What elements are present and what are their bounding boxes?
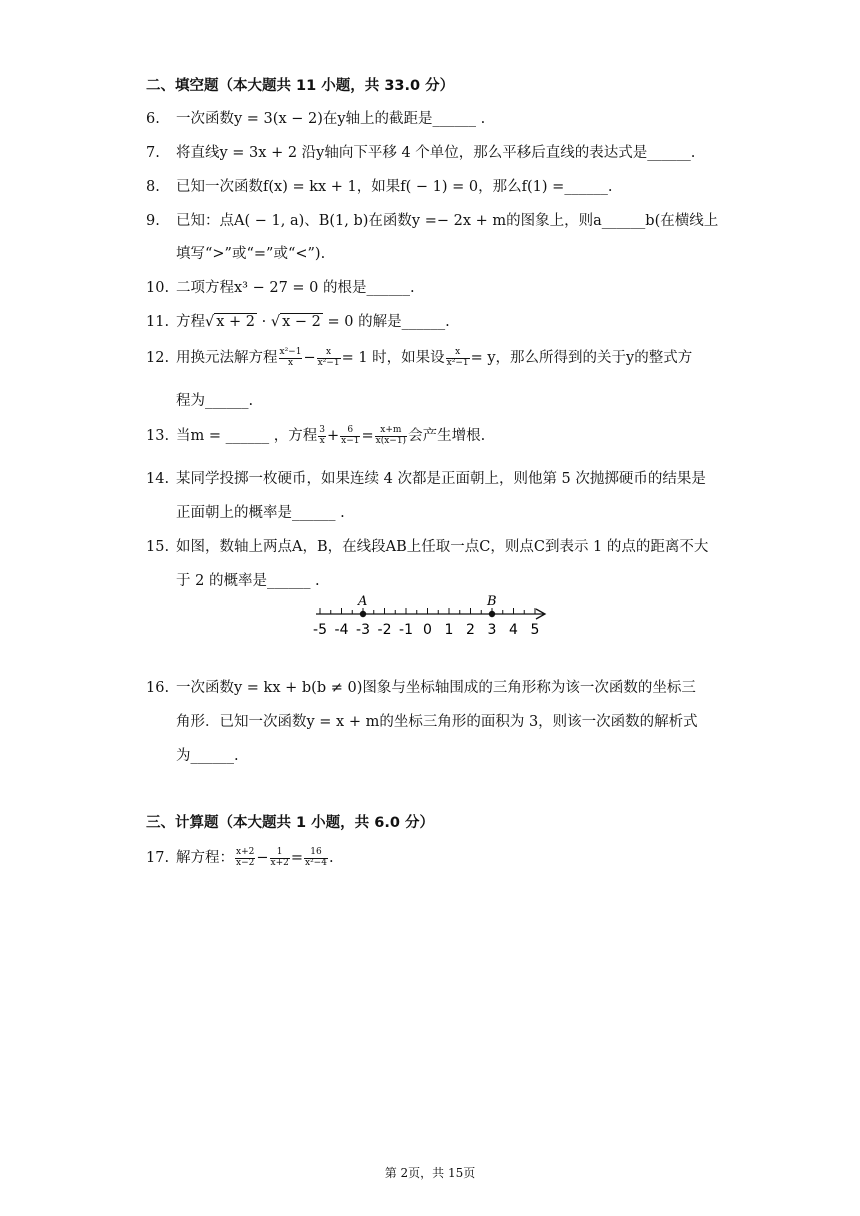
tick-label: -3 [356, 622, 370, 638]
question-number: 15. [146, 539, 170, 555]
numerator: 6 [340, 426, 360, 436]
dot-operator: · [261, 314, 267, 330]
question-text: 已知一次函数f(x) = kx + 1，如果f( − 1) = 0，那么f(1) =______. [176, 179, 613, 195]
fraction [318, 426, 326, 446]
question-number: 9. [146, 213, 160, 229]
question-text: 方程 [176, 314, 205, 330]
question-text: 某同学投掷一枚硬币，如果连续 4 次都是正面朝上，则他第 5 次抛掷硬币的结果是 [176, 471, 706, 487]
question-10 [146, 276, 415, 297]
question-7 [146, 141, 695, 162]
numerator: x²−1 [279, 347, 302, 358]
page-footer: 第 2页，共 15页 [384, 1166, 476, 1180]
operator: = [290, 850, 303, 866]
denominator: x−2 [236, 857, 255, 868]
number-line-ticks [313, 608, 539, 638]
section-3-header: 三、计算题（本大题共 1 小题，共 6.0 分） [146, 815, 434, 831]
question-15 [146, 535, 708, 556]
numerator: 16 [304, 848, 328, 858]
operator: + [326, 428, 340, 444]
question-number: 17. [146, 850, 170, 866]
tick-label: 3 [487, 622, 497, 638]
question-text: 用换元法解方程 [176, 350, 278, 366]
question-text: 一次函数y = 3(x − 2)在y轴上的截距是______ . [176, 111, 486, 127]
question-number: 14. [146, 471, 170, 487]
numerator: 1 [270, 848, 290, 858]
question-number: 8. [146, 179, 160, 195]
question-11: 11. 方程√ x + 2 · √ x − 2 = 0 的解是______. [146, 314, 450, 330]
fraction [304, 848, 328, 868]
question-text: 会产生增根. [408, 428, 486, 444]
question-text: 当m = ______ ，方程 [176, 428, 318, 444]
tick-label: -1 [399, 622, 413, 638]
question-15-continued: 于 2 的概率是______ . [176, 573, 320, 589]
denominator: x [319, 435, 325, 446]
point-b-label: B [487, 594, 497, 609]
question-number: 10. [146, 280, 170, 296]
question-12-continued: 程为______. [176, 393, 254, 409]
question-number: 6. [146, 111, 160, 127]
tick-label: 2 [466, 622, 475, 638]
question-text: = 1 时，如果设 [341, 350, 445, 366]
fraction [446, 348, 470, 368]
question-number: 12. [146, 350, 170, 366]
tick-label: -5 [313, 622, 327, 638]
tick-label: -2 [377, 622, 392, 638]
tick-label: 5 [530, 622, 540, 638]
question-number: 16. [146, 680, 170, 696]
question-text: 二项方程x³ − 27 = 0 的根是______. [176, 280, 415, 296]
fraction [279, 348, 303, 368]
question-text: 如图，数轴上两点A，B，在线段AB上任取一点C，则点C到表示 1 的点的距离不大 [176, 539, 709, 555]
question-16 [146, 676, 696, 697]
question-text: 已知：点A( − 1, a)、B(1, b)在函数y =− 2x + m的图象上，则a______b(在横线上 [176, 213, 719, 229]
question-text: 将直线y = 3x + 2 沿y轴向下平移 4 个单位，那么平移后直线的表达式是______. [176, 145, 696, 161]
radicand: x + 2 [216, 314, 256, 330]
question-text: 一次函数y = kx + b(b ≠ 0)图象与坐标轴围成的三角形称为该一次函数的坐标三 [176, 680, 696, 696]
point-a-label: A [358, 594, 368, 609]
operator: − [256, 850, 269, 866]
operator: − [303, 350, 316, 366]
fraction [340, 426, 360, 446]
question-9 [146, 209, 718, 230]
tick-label: 0 [423, 622, 432, 638]
fraction [317, 348, 341, 368]
numerator: x [446, 348, 470, 358]
denominator: x²−1 [446, 357, 469, 368]
number-line-figure [306, 590, 556, 640]
point-b-dot [489, 611, 495, 617]
question-17 [146, 846, 334, 868]
question-8 [146, 175, 612, 196]
tick-label: 4 [509, 622, 518, 638]
fraction [235, 848, 255, 868]
denominator: x²−1 [317, 357, 340, 368]
question-16-continued-2: 为______. [176, 748, 239, 764]
numerator: x [317, 348, 341, 358]
numerator: 3 [319, 425, 325, 436]
denominator: x−1 [341, 435, 360, 446]
question-text: = y，那么所得到的关于y的整式方 [470, 350, 693, 366]
question-14-continued: 正面朝上的概率是______ . [176, 505, 345, 521]
question-number: 7. [146, 145, 160, 161]
question-14 [146, 467, 706, 488]
denominator: x²−4 [305, 857, 327, 868]
fraction [270, 848, 290, 868]
question-number: 13. [146, 428, 170, 444]
question-16-continued-1: 角形．已知一次函数y = x + m的坐标三角形的面积为 3，则该一次函数的解析式 [176, 714, 698, 730]
question-12 [146, 346, 692, 368]
question-text: . [328, 850, 334, 866]
fraction [375, 426, 407, 446]
question-13 [146, 424, 485, 446]
radicand: x − 2 [282, 314, 321, 330]
question-text: 解方程： [176, 850, 234, 866]
question-9-continued: 填写“>”或“=”或“<”). [176, 246, 326, 262]
denominator: x(x−1) [375, 435, 407, 446]
point-a-dot [360, 611, 366, 617]
tick-label: -4 [334, 622, 349, 638]
section-2-header: 二、填空题（本大题共 11 小题，共 33.0 分） [146, 78, 455, 94]
question-6 [146, 107, 485, 128]
numerator: x+2 [236, 847, 255, 858]
tick-label: 1 [444, 622, 454, 638]
denominator: x+2 [270, 857, 289, 868]
numerator: x+m [375, 426, 407, 436]
question-text: = 0 的解是______. [327, 314, 450, 330]
question-number: 11. [146, 314, 170, 330]
denominator: x [287, 357, 294, 368]
operator: = [361, 428, 374, 444]
